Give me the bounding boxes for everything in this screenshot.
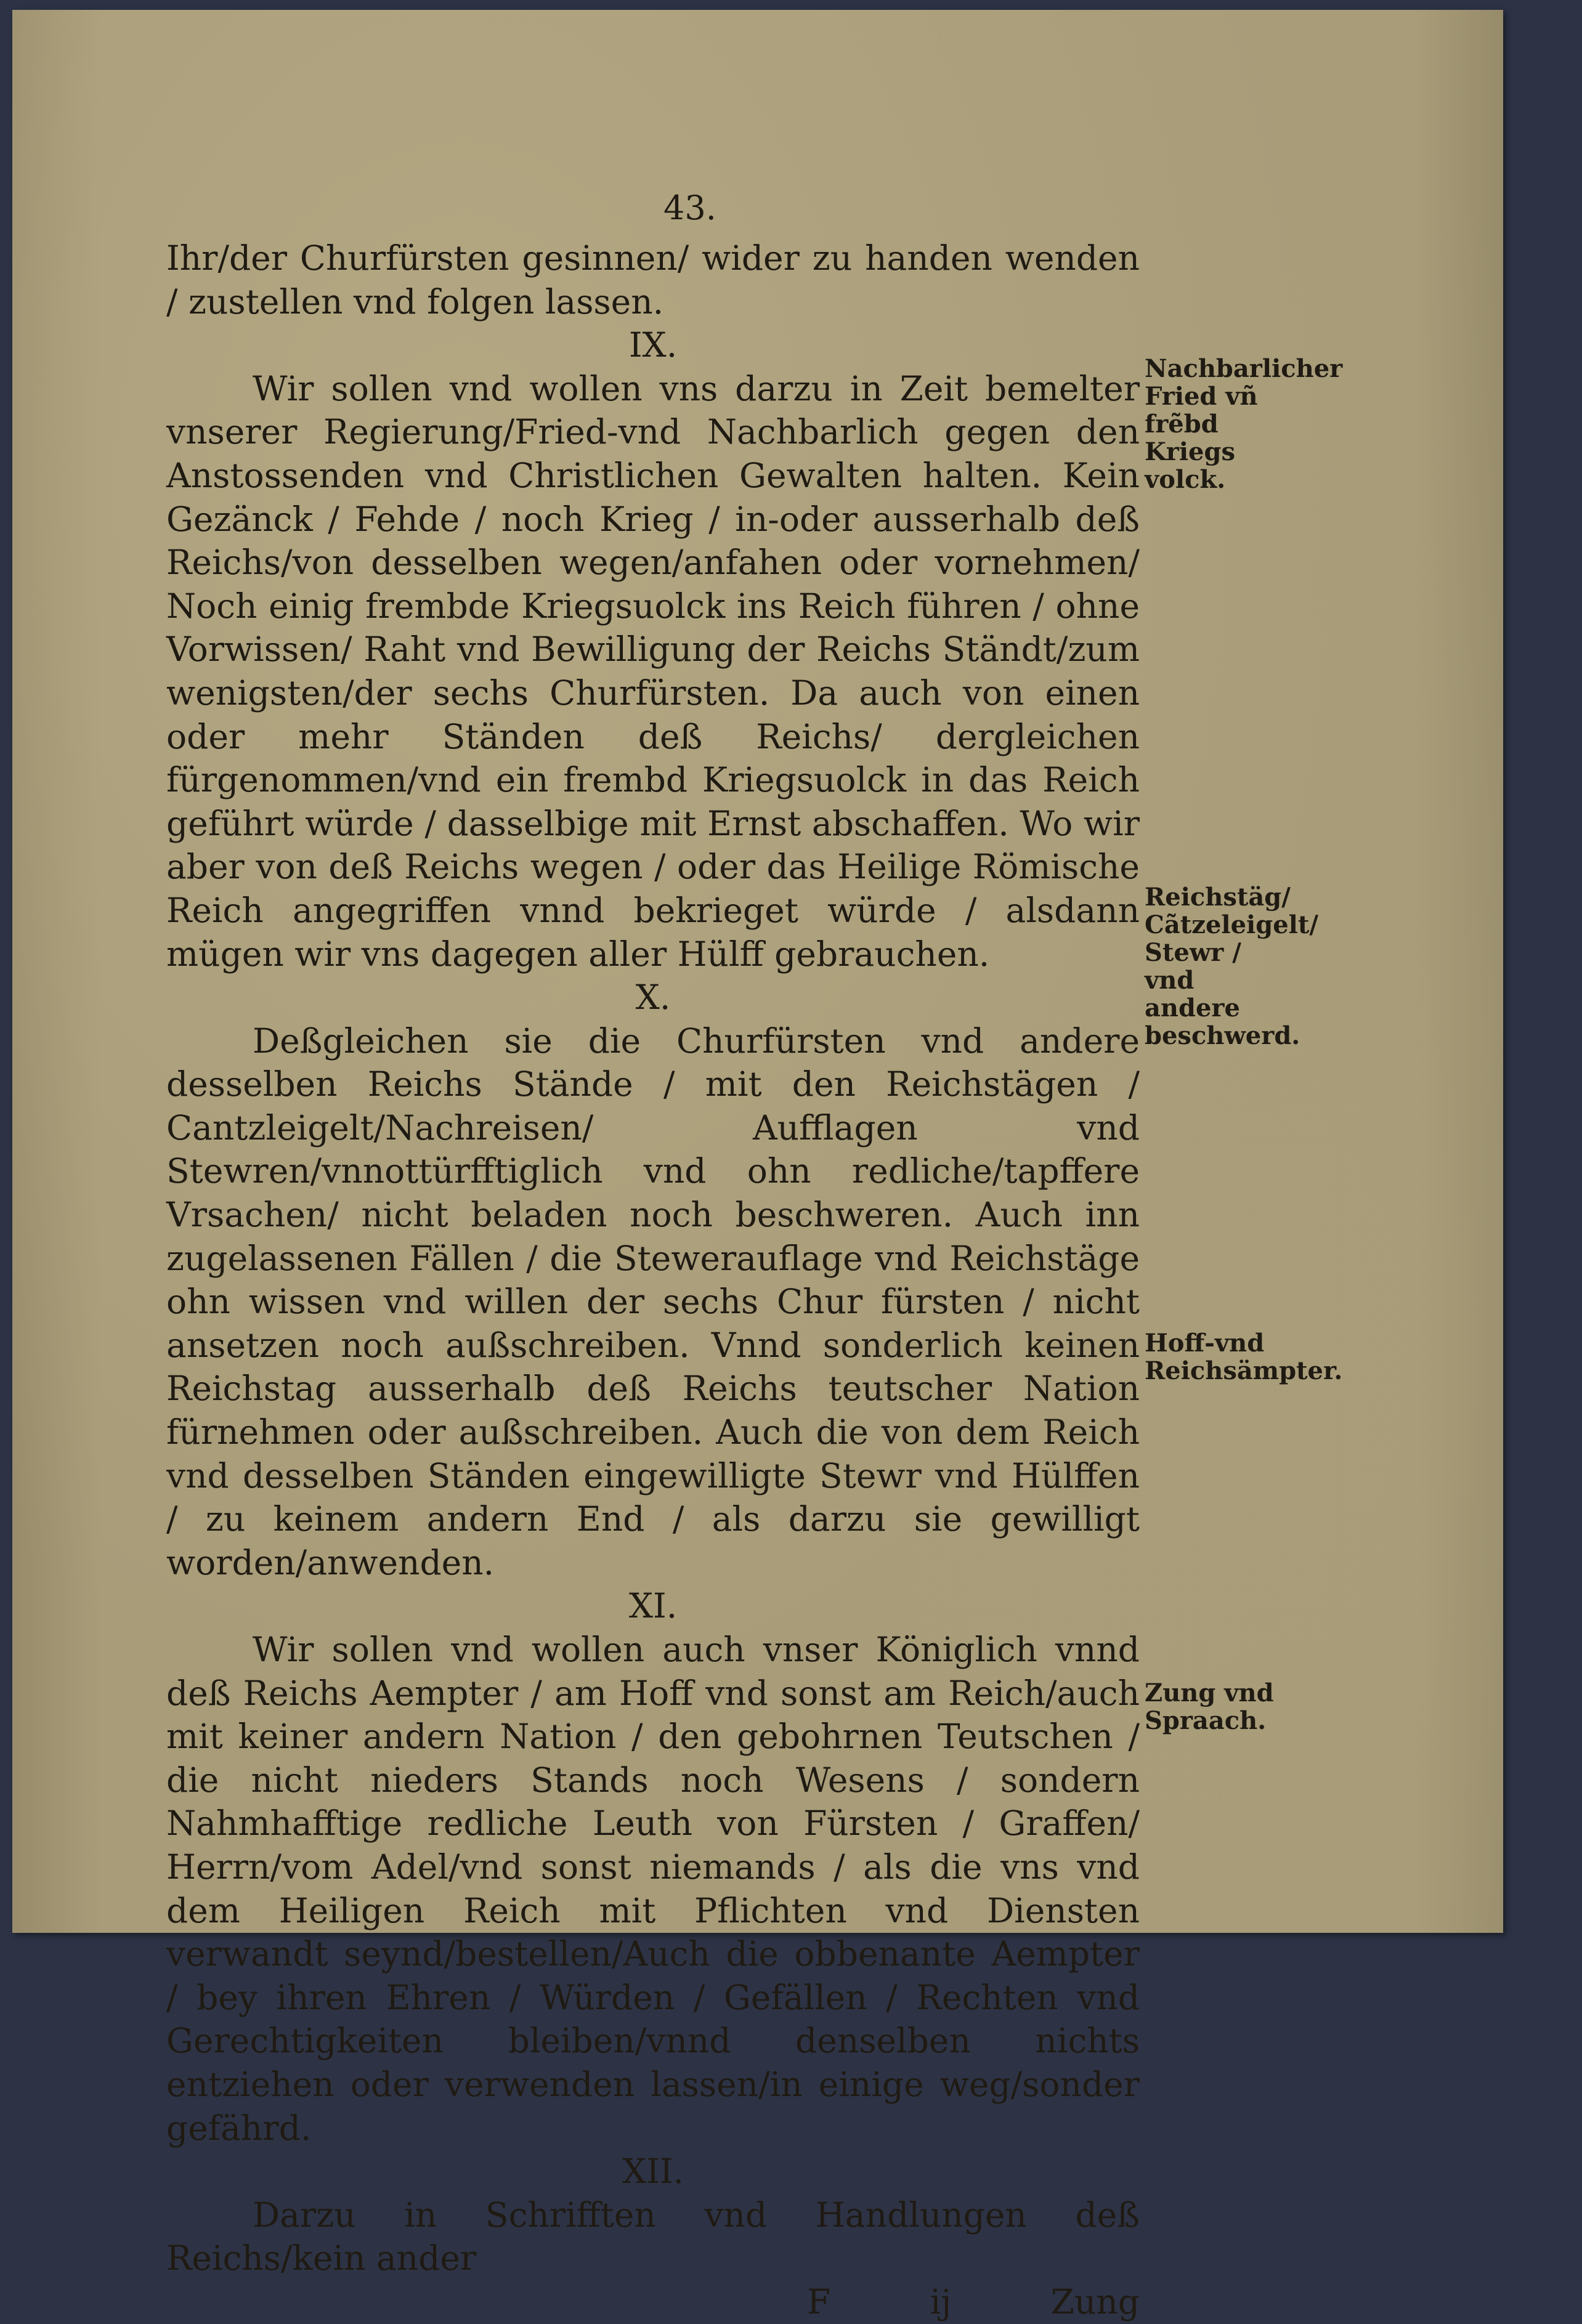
signature-catchword-line: F ij Zung <box>807 2281 1140 2322</box>
section-heading-x: X. <box>635 978 671 1018</box>
paragraph-xii: Darzu in Schrifften vnd Handlungen deß Reichs/kein ander <box>166 2195 1140 2278</box>
paragraph-xi: Wir sollen vnd wollen auch vnser Königlich vnnd deß Reichs Aempter / am Hoff vnd sonst am Reich/auch mit keiner andern Nation / den gebohrnen Teutschen / die nicht nieders Stands noch Wesens / sondern Nahmhafftige redliche Leuth von Fürsten / Graffen/ Herrn/vom Adel/vnd sonst niemands / als die vns vnd dem Heiligen Reich mit Pflichten vnd Diensten verwandt seynd/bestellen/Auch die obbenante Aempter / bey ihren Ehren / Würden / Gefällen / Rechten vnd Gerechtigkeiten bleiben/vnnd denselben nichts entziehen oder verwenden lassen/in einige weg/sonder gefährd. <box>166 1630 1140 2148</box>
page-number: 43. <box>663 188 716 227</box>
margin-note-ix: Nachbarlicher Fried vñ frẽbd Kriegs volck. <box>1145 354 1343 494</box>
main-text <box>166 237 1140 2324</box>
paragraph-continuation: Ihr/der Churfürsten gesinnen/ wider zu handen wenden / zustellen vnd folgen lassen. <box>166 238 1140 322</box>
section-heading-ix: IX. <box>628 325 678 365</box>
margin-note-x: Reichstäg/ Cãtzeleigelt/ Stewr / vnd andere beschwerd. <box>1145 883 1318 1050</box>
margin-note-xii: Zung vnd Spraach. <box>1145 1678 1274 1735</box>
margin-note-xi: Hoff-vnd Reichsämpter. <box>1145 1329 1343 1385</box>
paragraph-x: Deßgleichen sie die Churfürsten vnd andere desselben Reichs Stände / mit den Reichstägen / Cantzleigelt/Nachreisen/ Aufflagen vnd Stewren/vnnottürfftiglich vnd ohn redliche/tapffere Vrsachen/ nicht beladen noch beschweren. Auch inn zugelassenen Fällen / die Stewerauflage vnd Reichstäge ohn wissen vnd willen der sechs Chur fürsten / nicht ansetzen noch außschreiben. Vnnd sonderlich keinen Reichstag ausserhalb deß Reichs teutscher Nation fürnehmen oder außschreiben. Auch die von dem Reich vnd desselben Ständen eingewilligte Stewr vnd Hülffen / zu keinem andern End / als darzu sie gewilligt worden/anwenden. <box>166 1021 1140 1582</box>
section-heading-xii: XII. <box>622 2152 684 2192</box>
section-heading-xi: XI. <box>628 1586 678 1626</box>
paragraph-ix: Wir sollen vnd wollen vns darzu in Zeit bemelter vnserer Regierung/Fried-vnd Nachbarlich gegen den Anstossenden vnd Christlichen Gewalten halten. Kein Gezänck / Fehde / noch Krieg / in-oder ausserhalb deß Reichs/von desselben wegen/anfahen oder vornehmen/ Noch einig frembde Kriegsuolck ins Reich führen / ohne Vorwissen/ Raht vnd Bewilligung der Reichs Ständt/zum wenigsten/der sechs Churfürsten. Da auch von einen oder mehr Ständen deß Reichs/ dergleichen fürgenommen/vnd ein frembd Kriegsuolck in das Reich geführt würde / dasselbige mit Ernst abschaffen. Wo wir aber von deß Reichs wegen / oder das Heilige Römische Reich angegriffen vnnd bekrieget würde / alsdann mügen wir vns dagegen aller Hülff gebrauchen. <box>166 368 1140 974</box>
document-page <box>12 10 1503 2322</box>
